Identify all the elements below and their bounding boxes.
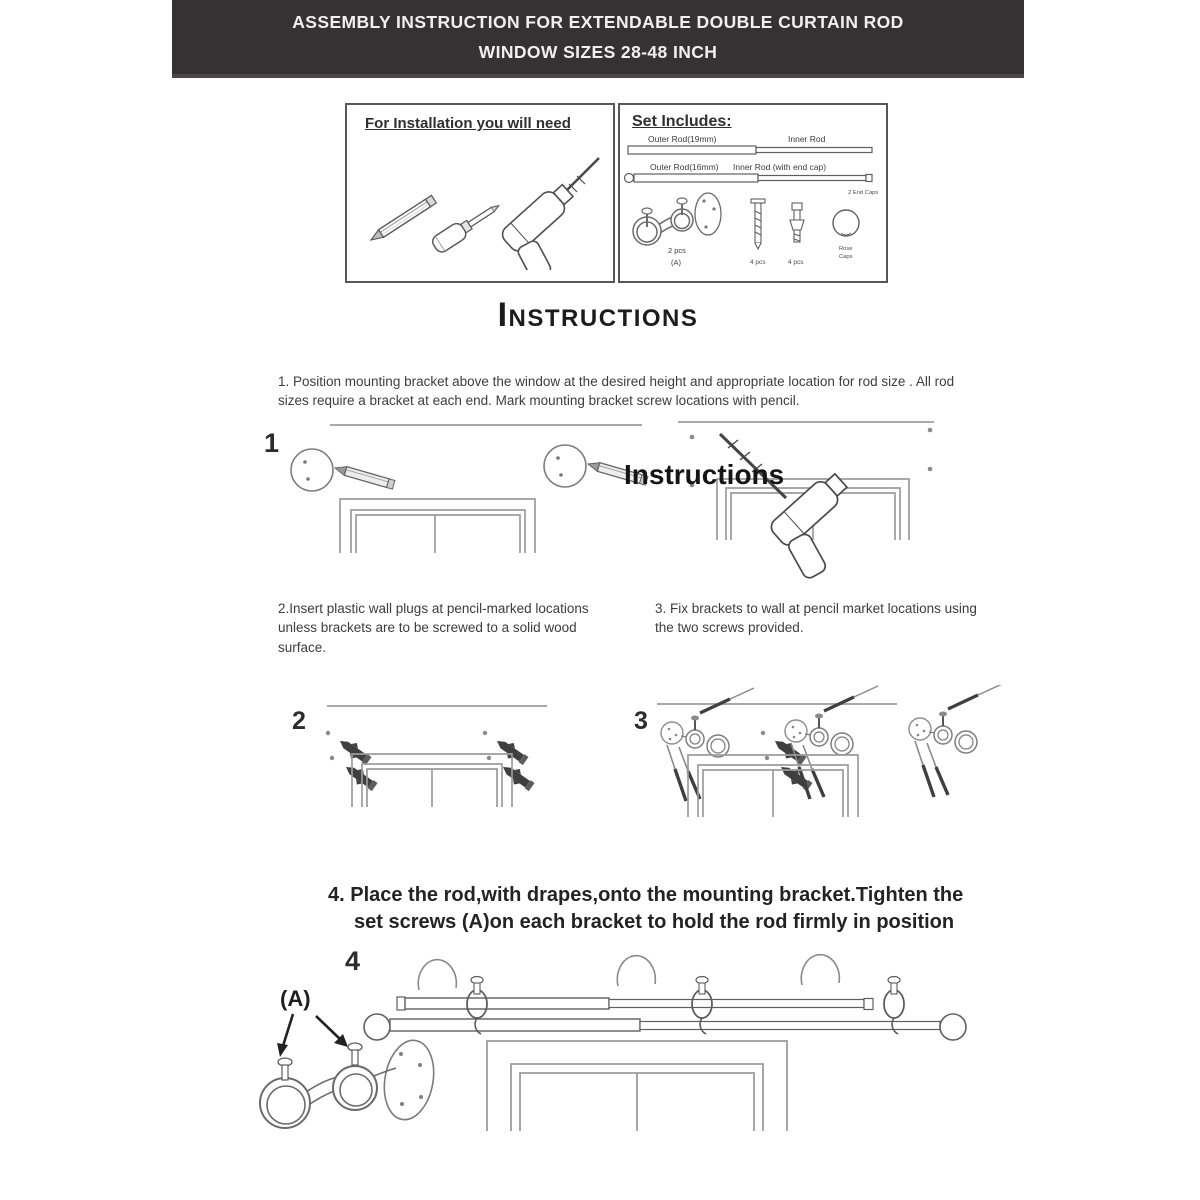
set-screw-tag: (A) — [280, 986, 311, 1011]
mounting-plate-icon — [291, 449, 333, 491]
rose-cap-label-1: Rose — [839, 246, 853, 252]
plug-qty-label: 4 pcs — [788, 259, 804, 266]
figure-1 — [172, 408, 1024, 586]
rose-cap-label-2: Caps — [839, 254, 853, 260]
screwdriver-icon — [430, 198, 504, 254]
bracket-mounting-icons — [661, 685, 1002, 801]
screw-qty-label: 4 pcs — [750, 259, 766, 266]
set-box-title: Set Includes: — [632, 113, 732, 130]
double-bracket-icon — [260, 1036, 440, 1128]
rod2-left-label: Outer Rod(16mm) — [650, 162, 719, 172]
figure-1-overlay-text: Instructions — [624, 459, 785, 490]
set-includes-box — [618, 103, 888, 283]
rod1-icon — [628, 146, 872, 154]
window-frame — [487, 1041, 787, 1131]
pointer-arrows — [277, 1014, 348, 1057]
bracket-icon — [633, 193, 721, 245]
tools-illustration — [347, 132, 613, 270]
window-frame — [340, 499, 535, 553]
rose-cap-icon — [833, 210, 859, 236]
rod1-left-label: Outer Rod(19mm) — [648, 134, 717, 144]
step-1-text: 1. Position mounting bracket above the window at the desired height and appropriate location for rod size . All rod sizes require a bracket at each end. Mark mounting bracket screw locations with pencil. — [278, 373, 955, 409]
screw-icon — [751, 199, 765, 249]
header-line-1: ASSEMBLY INSTRUCTION FOR EXTENDABLE DOUBLE CURTAIN ROD — [292, 11, 904, 32]
bracket-qty-label: 2 pcs — [668, 246, 686, 255]
figure-4-number: 4 — [345, 946, 361, 976]
figure-2-3 — [172, 685, 1024, 847]
wall-plug-icon — [790, 203, 804, 242]
window-frame — [688, 755, 858, 817]
step-4-text: 4. Place the rod,with drapes,onto the mounting bracket.Tighten the set screws (A)on each bracket to hold the rod firmly in position — [328, 884, 964, 933]
figure-3-number: 3 — [634, 707, 648, 735]
tools-box-title: For Installation you will need — [365, 115, 571, 132]
figure-4 — [172, 928, 1024, 1200]
bracket-tag-label: (A) — [671, 258, 681, 267]
instructions-title: Instructions — [497, 296, 699, 334]
end-caps-note: 2 End Caps — [848, 190, 879, 196]
header-line-2: WINDOW SIZES 28-48 INCH — [478, 42, 718, 62]
step-3-text: 3. Fix brackets to wall at pencil market locations using the two screws provided. — [655, 600, 977, 636]
pencil-icon — [369, 195, 437, 243]
figure-2-number: 2 — [292, 707, 306, 735]
window-frame — [352, 754, 512, 807]
mounting-plate-icon — [544, 445, 586, 487]
set-contents-illustration — [620, 131, 886, 277]
pencil-icon — [334, 464, 395, 489]
wall-plug-icons — [326, 731, 814, 794]
figure-1-number: 1 — [264, 428, 280, 458]
rod2-icon — [625, 174, 873, 183]
rod1-right-label: Inner Rod — [788, 134, 826, 144]
drill-icon — [720, 434, 879, 584]
step-2-text: 2.Insert plastic wall plugs at pencil-marked locations unless brackets are to be screwed to a solid wood surface. — [278, 600, 589, 655]
tools-box — [345, 103, 615, 283]
drill-icon — [494, 158, 601, 270]
curtain-rod-assembly — [364, 955, 966, 1040]
document-header — [172, 0, 1024, 78]
rod2-right-label: Inner Rod (with end cap) — [733, 162, 827, 172]
